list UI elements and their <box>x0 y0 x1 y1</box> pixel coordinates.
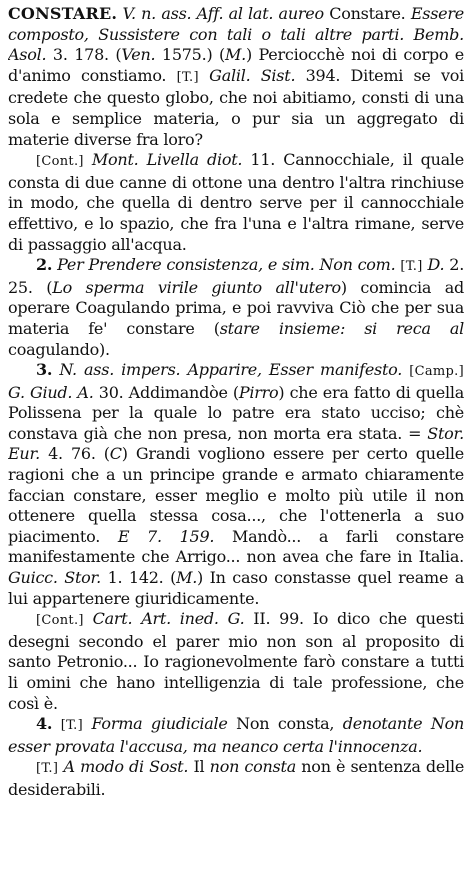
definition: Per Prendere consistenza, e sim. Non com. <box>57 255 396 275</box>
source-reference: 30. <box>98 382 124 402</box>
entry-sense-2 <box>8 255 464 360</box>
contributor-mark: M. <box>224 45 246 65</box>
definition: A modo di Sost. <box>63 757 189 777</box>
quotation: Perciocchè noi di corpo e d'animo constiamo. <box>8 45 464 85</box>
locution: Non consta, <box>236 714 335 734</box>
source-citation: Galil. Sist. <box>209 65 296 85</box>
source-reference: II. 99. <box>253 609 304 629</box>
source-citation: Mont. Livella diot. <box>91 150 243 170</box>
grammar-note: V. n. ass. Aff. al lat. aureo <box>122 4 324 23</box>
source-reference: 1. 142. ( <box>107 568 177 588</box>
paren-close: ) <box>340 277 347 297</box>
entry-paragraph-definition <box>8 4 464 150</box>
contributor-tag: [T.] <box>60 718 83 734</box>
quotation: Cannocchiale, il quale consta di due canne di ottone una dentro l'altra rinchiuse in modo, che quella di dentro serve per il cannocchiale effettivo, e lo spazio, che fra l'una e l'altra rimane, serve di passaggio all'acqua. <box>8 150 464 254</box>
definition: Forma giudiciale <box>91 714 228 734</box>
contributor-mark: M. <box>176 568 198 588</box>
contributor-tag: [Camp.] <box>409 364 464 380</box>
source-reference: 11. <box>250 150 276 170</box>
definition: denotante Non esser provata l'accusa, ma neanco certa l'innocenza. <box>8 714 464 756</box>
quotation: ) che era fatto di quella Polissena per la quale lo patre era stato ucciso; chè constava già che non presa, non morta era stata. = <box>8 382 464 443</box>
headword: CONSTARE. <box>8 4 118 23</box>
contributor-tag: [Cont.] <box>36 154 84 170</box>
source-citation: G. Giud. A. <box>8 382 94 402</box>
quotation: Io dico che questi desegni secondo el parer mio non son al proposito di santo Petronio... Io ragionevolmente farò constare a tutti li omini che hano intelligenzia di tale professione, che così è. <box>8 609 464 713</box>
example-text: Il <box>193 757 205 777</box>
contributor-tag: [T.] <box>176 69 199 85</box>
quotation: Addimandòe ( <box>128 382 239 402</box>
source-reference: E 7. 159. <box>117 526 215 546</box>
quotation: coagulando). <box>8 339 110 359</box>
quotation: ) Grandi vogliono essere per certo quelle ragioni che a un principe grande e armato chiaramente faccian constare, esser meglio e molto più utile il non ottenere quella stessa cosa..., che l'ottenerla a suo piacimento. <box>8 444 464 546</box>
entry-paragraph-example <box>8 609 464 714</box>
source-reference: 4. 76. ( <box>48 444 110 464</box>
source-citation: Bemb. Asol. <box>8 24 464 65</box>
source-citation: Cart. Art. ined. G. <box>92 609 245 629</box>
quotation: comincia ad operare Coagulando prima, e poi ravviva Ciò che per sua materia fe' constare ( <box>8 277 464 338</box>
sense-number: 4. <box>36 714 53 734</box>
contributor-tag: [T.] <box>36 761 59 777</box>
entry-paragraph-noun-use <box>8 757 464 800</box>
source-reference: 394. <box>305 65 341 85</box>
entry-sense-4 <box>8 714 464 757</box>
definition: N. ass. impers. Apparire, Esser manifesto. <box>59 360 403 380</box>
contributor-tag: [T.] <box>400 259 423 275</box>
example-text: non è sentenza delle desiderabili. <box>8 757 464 799</box>
grammar-latin-word: Constare. <box>329 4 406 23</box>
quotation: ) In caso constasse quel reame a lui appartenere giuridicamente. <box>8 568 464 608</box>
locution: non consta <box>209 757 296 777</box>
character-name: Pirro <box>238 382 279 402</box>
source-citation: D. <box>427 255 445 275</box>
paren-close: ) <box>245 45 252 65</box>
sense-number: 2. <box>36 255 53 275</box>
edition-year: 1575.) ( <box>161 45 225 65</box>
source-citation: Stor. Eur. <box>8 423 464 464</box>
contributor-tag: [Cont.] <box>36 613 84 629</box>
gloss: stare insieme: si reca al <box>219 318 464 338</box>
contributor-mark: C <box>109 444 122 464</box>
source-reference: 2. 25. ( <box>8 255 464 297</box>
quotation: Mandò... a farli constare manifestamente che Arrigo... non avea che fare in Italia. <box>8 526 464 567</box>
entry-paragraph-example <box>8 150 464 255</box>
entry-sense-3 <box>8 360 464 609</box>
sense-number: 3. <box>36 360 53 380</box>
source-citation: Guicc. Stor. <box>8 568 102 588</box>
dictionary-entry <box>8 4 464 870</box>
source-reference: 3. 178. ( <box>52 45 122 65</box>
note: Lo sperma virile giunto all'utero <box>52 277 341 297</box>
quotation: Ditemi se voi credete che questo globo, che noi abitiamo, consti di una sola e semplice materia, o pur sia un aggregato di materie diverse fra loro? <box>8 65 464 149</box>
definition: Essere composto, Sussistere con tali o tali altre parti. <box>8 4 464 44</box>
edition-place: Ven. <box>121 45 156 65</box>
